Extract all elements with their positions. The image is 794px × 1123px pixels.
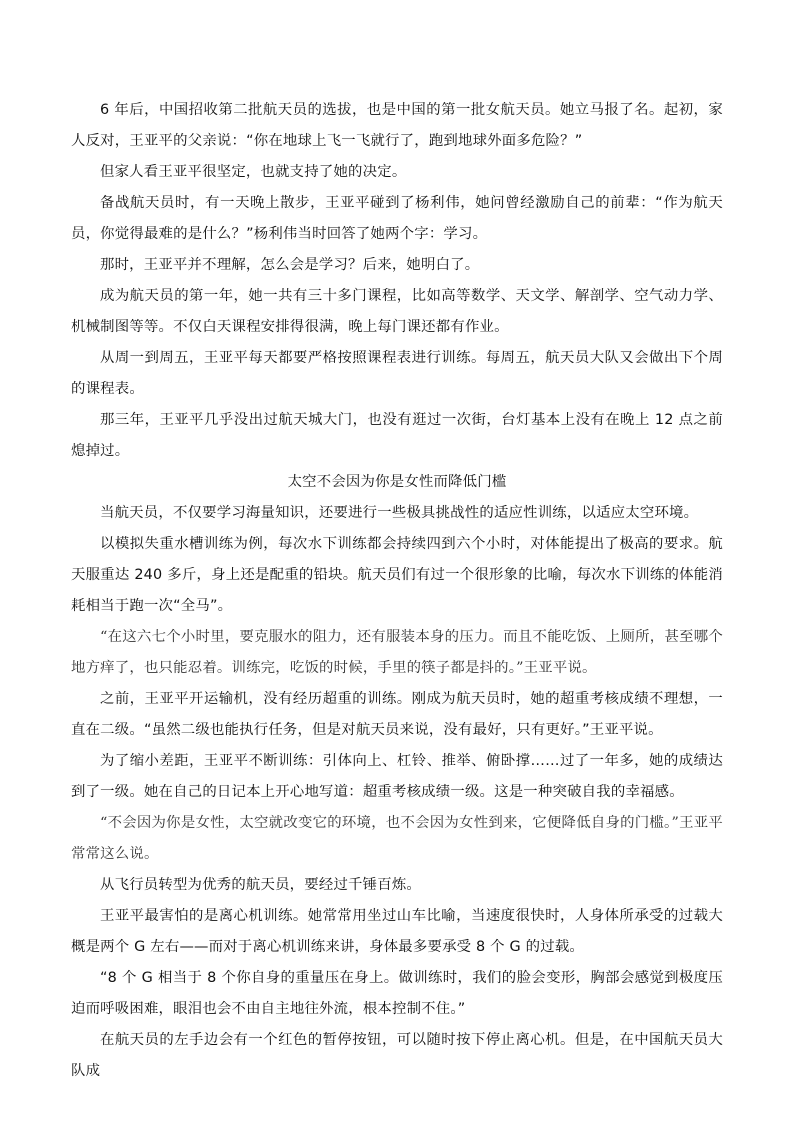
paragraph: 当航天员，不仅要学习海量知识，还要进行一些极具挑战性的适应性训练，以适应太空环境。: [100, 505, 699, 521]
paragraph: 备战航天员时，有一天晚上散步，王亚平碰到了杨利伟，她问曾经激励自己的前辈：“作为航天员，你觉得最难的是什么？”杨利伟当时回答了她两个字：学习。: [71, 195, 723, 242]
paragraph: 之前，王亚平开运输机，没有经历超重的训练。刚成为航天员时，她的超重考核成绩不理想，一直在二级。“虽然二级也能执行任务，但是对航天员来说，没有最好，只有更好。”王亚平说。: [71, 691, 723, 738]
paragraph: 那时，王亚平并不理解，怎么会是学习？后来，她明白了。: [100, 257, 480, 273]
paragraph: 从飞行员转型为优秀的航天员，要经过千锤百炼。: [100, 877, 421, 893]
section-heading: 太空不会因为你是女性而降低门槛: [287, 474, 507, 490]
paragraph: 为了缩小差距，王亚平不断训练：引体向上、杠铃、推举、俯卧撑……过了一年多，她的成绩达到了一级。她在自己的日记本上开心地写道：超重考核成绩一级。这是一种突破自我的幸福感。: [71, 753, 723, 800]
paragraph: 在航天员的左手边会有一个红色的暂停按钮，可以随时按下停止离心机。但是，在中国航天员大队成: [71, 1032, 723, 1079]
paragraph: 但家人看王亚平很坚定，也就支持了她的决定。: [100, 164, 407, 180]
document-page: [71, 95, 723, 1087]
paragraph: 6 年后，中国招收第二批航天员的选拔，也是中国的第一批女航天员。她立马报了名。起初，家人反对，王亚平的父亲说：“你在地球上飞一飞就行了，跑到地球外面多危险？”: [71, 102, 723, 149]
paragraph: “8 个 G 相当于 8 个你自身的重量压在身上。做训练时，我们的脸会变形，胸部会感觉到极度压迫而呼吸困难，眼泪也会不由自主地往外流，根本控制不住。”: [71, 970, 723, 1017]
paragraph: 从周一到周五，王亚平每天都要严格按照课程表进行训练。每周五，航天员大队又会做出下个周的课程表。: [71, 350, 723, 397]
quote-paragraph: “不会因为你是女性，太空就改变它的环境，也不会因为女性到来，它便降低自身的门槛。”王亚平常常这么说。: [71, 815, 723, 862]
paragraph: 以模拟失重水槽训练为例，每次水下训练都会持续四到六个小时，对体能提出了极高的要求。航天服重达 240 多斤，身上还是配重的铅块。航天员们有过一个很形象的比喻，每次水下训练的体能消耗相当于跑一次“全马”。: [71, 536, 723, 614]
section-after-heading: [71, 498, 723, 1087]
paragraph: 王亚平最害怕的是离心机训练。她常常用坐过山车比喻，当速度很快时，人身体所承受的过载大概是两个 G 左右——而对于离心机训练来讲，身体最多要承受 8 个 G 的过载。: [71, 908, 723, 955]
section-before-heading: [71, 95, 723, 467]
quote-paragraph: “在这六七个小时里，要克服水的阻力，还有服装本身的压力。而且不能吃饭、上厕所，甚至哪个地方痒了，也只能忍着。训练完，吃饭的时候，手里的筷子都是抖的。”王亚平说。: [71, 629, 723, 676]
paragraph: 那三年，王亚平几乎没出过航天城大门，也没有逛过一次街，台灯基本上没有在晚上 12 点之前熄掉过。: [71, 412, 723, 459]
paragraph: 成为航天员的第一年，她一共有三十多门课程，比如高等数学、天文学、解剖学、空气动力学、机械制图等等。不仅白天课程安排得很满，晚上每门课还都有作业。: [71, 288, 723, 335]
